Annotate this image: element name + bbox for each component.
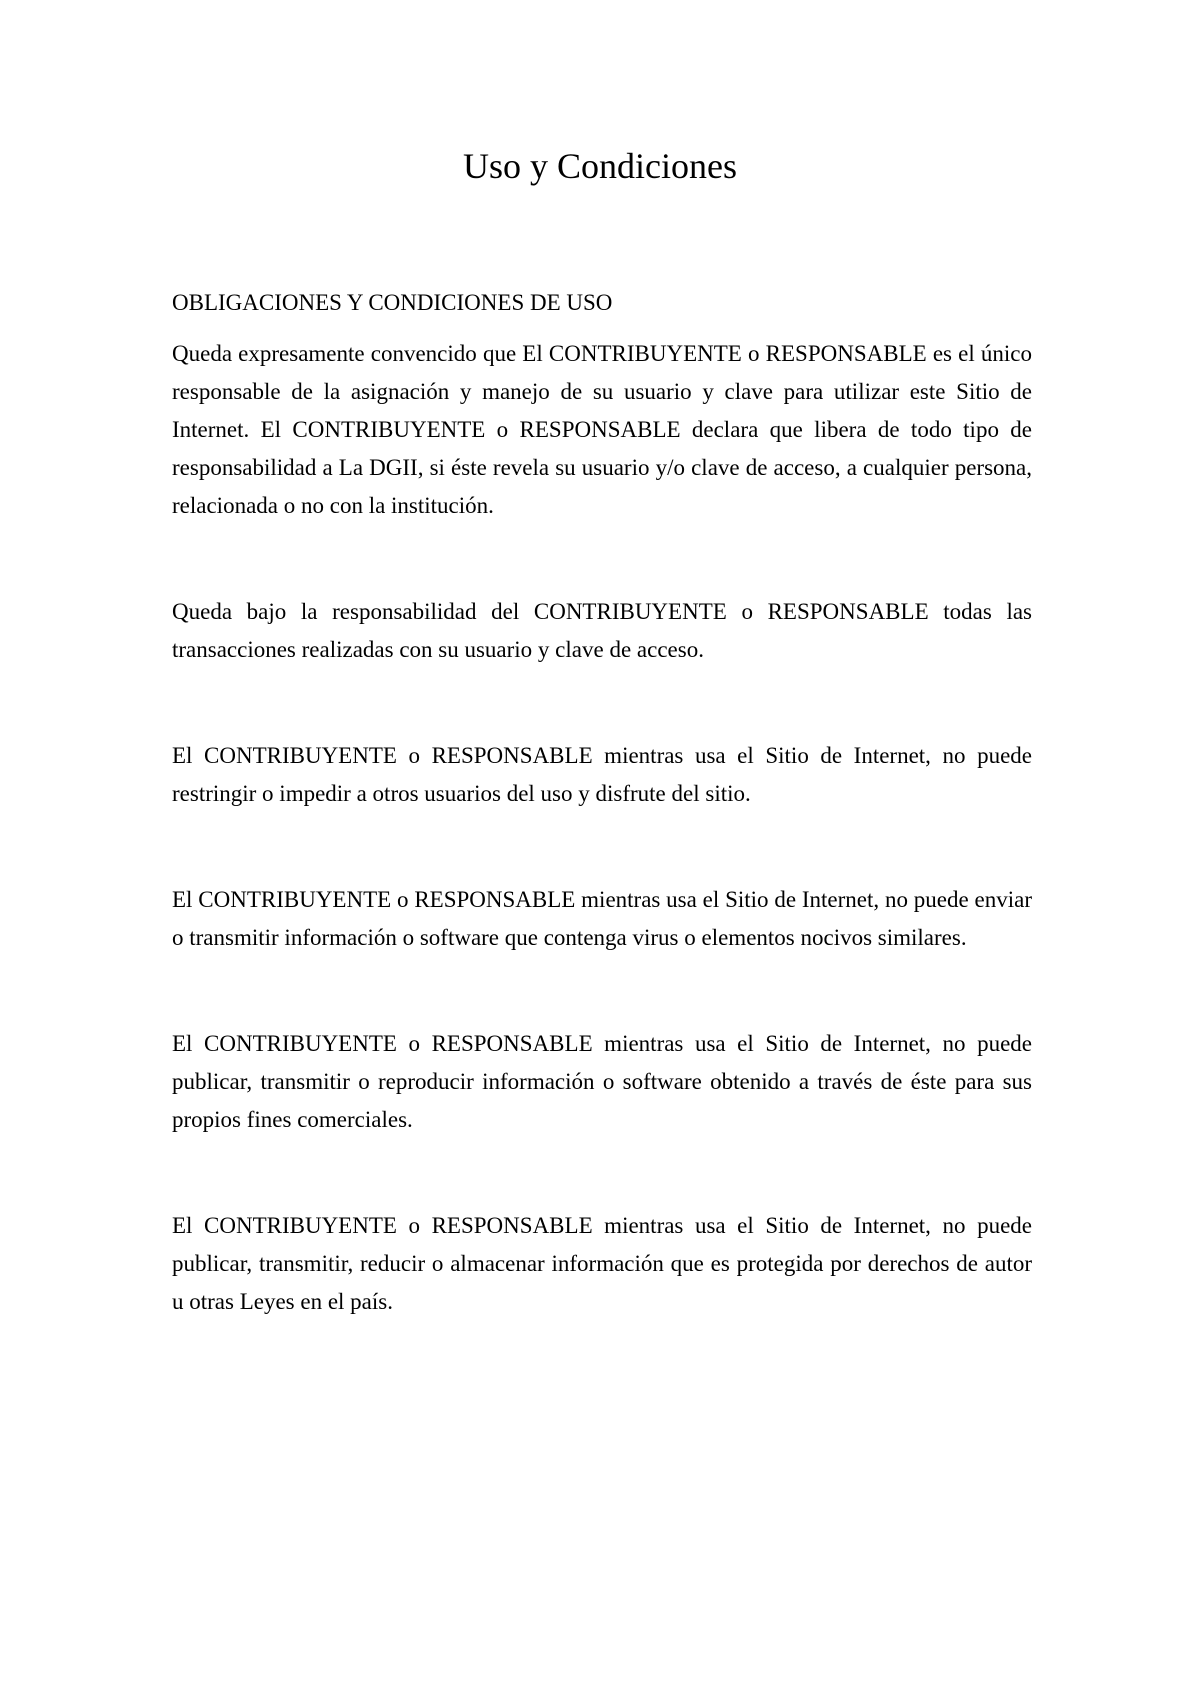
paragraph-responsibility: Queda expresamente convencido que El CONTRIBUYENTE o RESPONSABLE es el único responsable de la asignación y manejo de su usuario y clave para utilizar este Sitio de Internet. El CONTRIBUYENTE o RESPONSABLE declara que libera de todo tipo de responsabilidad a La DGII, si éste revela su usuario y/o clave de acceso, a cualquier persona, relacionada o no con la institución. — [172, 341, 1032, 518]
paragraph-no-commercial-use: El CONTRIBUYENTE o RESPONSABLE mientras usa el Sitio de Internet, no puede publicar, transmitir o reproducir información o software obtenido a través de éste para sus propios fines comerciales. — [172, 1031, 1032, 1132]
paragraph-transactions: Queda bajo la responsabilidad del CONTRIBUYENTE o RESPONSABLE todas las transacciones realizadas con su usuario y clave de acceso. — [172, 599, 1032, 662]
paragraph-copyright: El CONTRIBUYENTE o RESPONSABLE mientras usa el Sitio de Internet, no puede publicar, transmitir, reducir o almacenar información que es protegida por derechos de autor u otras Leyes en el país. — [172, 1213, 1032, 1314]
document-body — [172, 284, 1032, 1321]
page-title: Uso y Condiciones — [463, 146, 737, 186]
paragraph-no-virus: El CONTRIBUYENTE o RESPONSABLE mientras usa el Sitio de Internet, no puede enviar o transmitir información o software que contenga virus o elementos nocivos similares. — [172, 887, 1032, 950]
paragraph-no-restriction: El CONTRIBUYENTE o RESPONSABLE mientras usa el Sitio de Internet, no puede restringir o impedir a otros usuarios del uso y disfrute del sitio. — [172, 743, 1032, 806]
section-heading: OBLIGACIONES Y CONDICIONES DE USO — [172, 290, 613, 315]
